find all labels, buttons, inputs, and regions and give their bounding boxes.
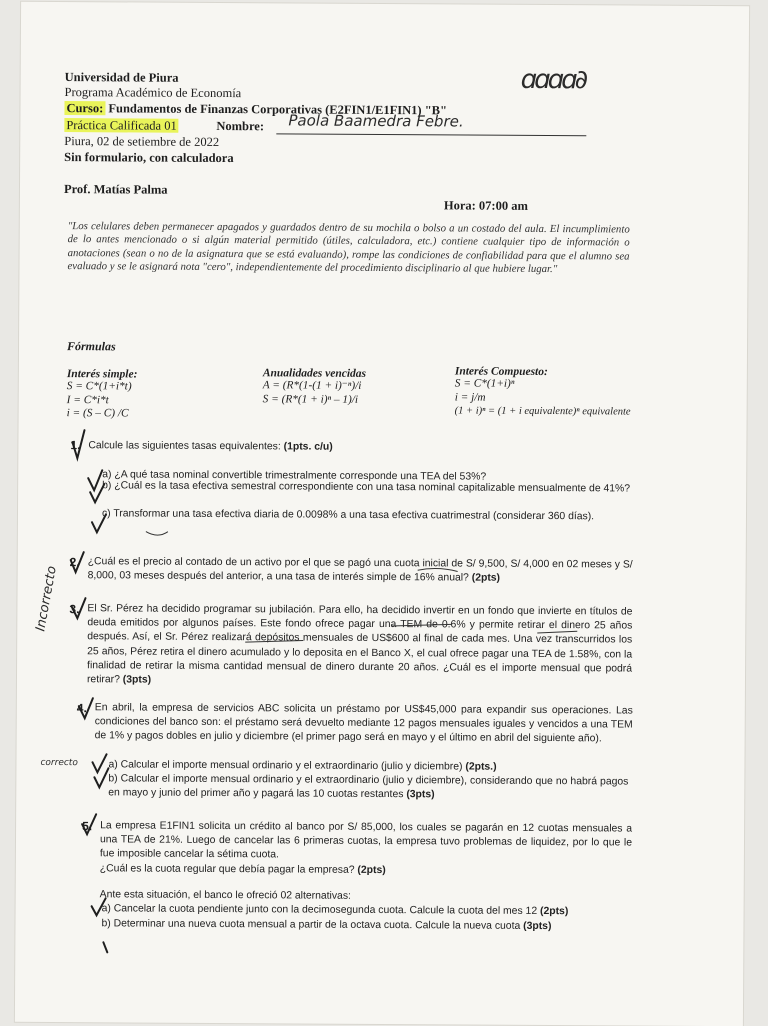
check-mark-icon bbox=[82, 814, 96, 834]
name-label: Nombre: bbox=[216, 118, 265, 134]
question-5-question: ¿Cuál es la cuota regular que debía pagar la empresa? (2pts) bbox=[99, 863, 386, 877]
question-4-item-a: a) Calcular el importe mensual ordinario y el extraordinario (julio y diciembre) (2pts.) bbox=[108, 759, 497, 773]
formulas-title: Fórmulas bbox=[66, 339, 116, 354]
underline-mark bbox=[418, 568, 458, 571]
course-label: Curso: bbox=[66, 101, 104, 116]
question-number: 2. bbox=[69, 555, 80, 570]
professor-name: Prof. Matías Palma bbox=[63, 182, 168, 197]
question-number: 4. bbox=[76, 701, 87, 716]
underline-mark bbox=[391, 624, 451, 626]
underline-mark bbox=[245, 640, 303, 642]
university-name: Universidad de Piura bbox=[64, 70, 179, 85]
question-number: 5. bbox=[82, 819, 93, 834]
exam-conditions: Sin formulario, con calculadora bbox=[64, 150, 234, 166]
check-mark-icon bbox=[76, 698, 93, 718]
compound-interest-title: Interés Compuesto: bbox=[454, 365, 548, 379]
annuities-title: Anualidades vencidas bbox=[262, 367, 367, 380]
margin-note: correcto bbox=[40, 757, 78, 769]
formula-line: (1 + i)ⁿ = (1 + i equivalente)ⁿ equivalente bbox=[454, 405, 631, 418]
formula-line: A = (R*(1-(1 + i)⁻ⁿ)/i bbox=[262, 379, 362, 392]
check-mark-icon bbox=[72, 430, 84, 458]
practice-label: Práctica Calificada 01 bbox=[66, 118, 177, 133]
check-mark-icon bbox=[71, 598, 85, 618]
margin-note: Incorrecto bbox=[33, 564, 60, 633]
question-5-item-b: b) Determinar una nueva cuota mensual a partir de la octava cuota. Calcule la nueva cuota (3pts) bbox=[101, 918, 552, 933]
exam-time: Hora: 07:00 am bbox=[443, 198, 528, 213]
check-mark-icon bbox=[71, 552, 84, 572]
exam-sheet bbox=[15, 2, 749, 1026]
question-number: 3. bbox=[69, 602, 80, 617]
question-5-item-a: a) Cancelar la cuota pendiente junto con la decimosegunda cuota. Calcule la cuota del mes 12 (2pts) bbox=[101, 903, 569, 918]
formula-line: I = C*i*t bbox=[66, 393, 109, 406]
check-mark-icon bbox=[88, 470, 102, 490]
question-2: ¿Cuál es el precio al contado de un activo por el que se pagó una cuota inicial de S/ 9,500, S/ 4,000 en 02 meses y S/ 8,000, 03 meses después del anterior, a una tasa de interés simple de 16% anual? (2pts) bbox=[87, 556, 633, 584]
check-mark-icon bbox=[92, 514, 106, 532]
check-marks bbox=[15, 2, 749, 1026]
formula-line: S = (R*(1 + i)ⁿ – 1)/i bbox=[262, 392, 359, 406]
question-4-item-b: b) Calcular el importe mensual ordinario y el extraordinario (julio y diciembre), considerando que no habrá pagos en mayo y junio del primer año y pagará las 10 cuotas restantes (3pts) bbox=[108, 773, 629, 801]
scribble-mark bbox=[146, 532, 168, 536]
check-mark-icon bbox=[103, 942, 107, 952]
check-mark-icon bbox=[92, 754, 106, 772]
exam-notice: "Los celulares deben permanecer apagados y guardados dentro de su mochila o bolso a un costado del aula. El incumplimiento de lo antes mencionado o si algún material permitido (útiles, calculadora, etc.) contiene cualquier tipo de información o anotaciones (sean o no de la asignatura que se está evaluando), rompe las condiciones de confiabilidad para que el alumno sea evaluado y se le asignará nota "cero", independientemente del procedimiento disciplinario al que hubiere lugar." bbox=[67, 220, 630, 276]
question-3: El Sr. Pérez ha decidido programar su jubilación. Para ello, ha decidido invertir en un fondo que invierte en títulos de deuda emitidos por algunos países. Este fondo ofrece pagar una TEM de 0.6% y permite retirar el dinero 25 años después. Así, el Sr. Pérez realizará depósitos mensuales de US$600 al final de cada mes. Una vez transcurridos los 25 años, Pérez retira el dinero acumulado y lo deposita en el Banco X, el cual ofrece pagar una TEA de 1.58%, con la finalidad de retirar la misma cantidad mensual de dinero durante 20 años. ¿Cuál es el importe mensual que podrá retirar? (3pts) bbox=[86, 603, 633, 686]
question-5-intro: Ante esta situación, el banco le ofreció 02 alternativas: bbox=[99, 889, 351, 902]
signature: ɑɑɑɑ∂ bbox=[520, 64, 586, 96]
formula-line: i = j/m bbox=[454, 390, 486, 404]
simple-interest-title: Interés simple: bbox=[66, 368, 138, 381]
question-4: En abril, la empresa de servicios ABC solicita un préstamo por US$45,000 para expandir sus operaciones. Las condiciones del banco son: el préstamo será devuelto mediante 12 pagos mensuales iguales y vencidos a una TEM de 1% y pagos dobles en julio y diciembre (el primer pago será en mayo y el último en abril del siguiente año). bbox=[94, 702, 633, 745]
underline-mark bbox=[537, 631, 577, 633]
course-name: Fundamentos de Finanzas Corporativas (E2FIN1/E1FIN1) "B" bbox=[108, 101, 448, 118]
formula-line: S = C*(1+i)ⁿ bbox=[454, 377, 515, 390]
program-name: Programa Académico de Economía bbox=[64, 85, 242, 101]
question-1-item-b: b) ¿Cuál es la tasa efectiva semestral correspondiente con una tasa nominal capitalizable mensualmente de 41%? bbox=[102, 480, 631, 495]
question-1-item-a: a) ¿A qué tasa nominal convertible trimestralmente corresponde una TEA del 53%? bbox=[102, 469, 487, 483]
formula-line: S = C*(1+i*t) bbox=[66, 380, 132, 393]
question-5: La empresa E1FIN1 solicita un crédito al banco por S/ 85,000, los cuales se pagarán en 12 cuotas mensuales a una TEA de 21%. Luego de cancelar las 6 primeras cuotas, la empresa tuvo problemas de liquidez, por lo que le fue imposible cancelar la sétima cuota. bbox=[99, 820, 633, 861]
exam-date: Piura, 02 de setiembre de 2022 bbox=[64, 134, 220, 149]
formula-line: i = (S – C) /C bbox=[66, 407, 129, 420]
question-1-item-c: c) Transformar una tasa efectiva diaria de 0.0098% a una tasa efectiva cuatrimestral (considerar 360 días). bbox=[101, 508, 595, 523]
student-name: Paola Baamedra Febre. bbox=[288, 111, 464, 131]
question-number: 1. bbox=[70, 438, 81, 453]
question-1: Calcule las siguientes tasas equivalentes: (1pts. c/u) bbox=[88, 440, 333, 453]
check-mark-icon bbox=[92, 898, 106, 915]
